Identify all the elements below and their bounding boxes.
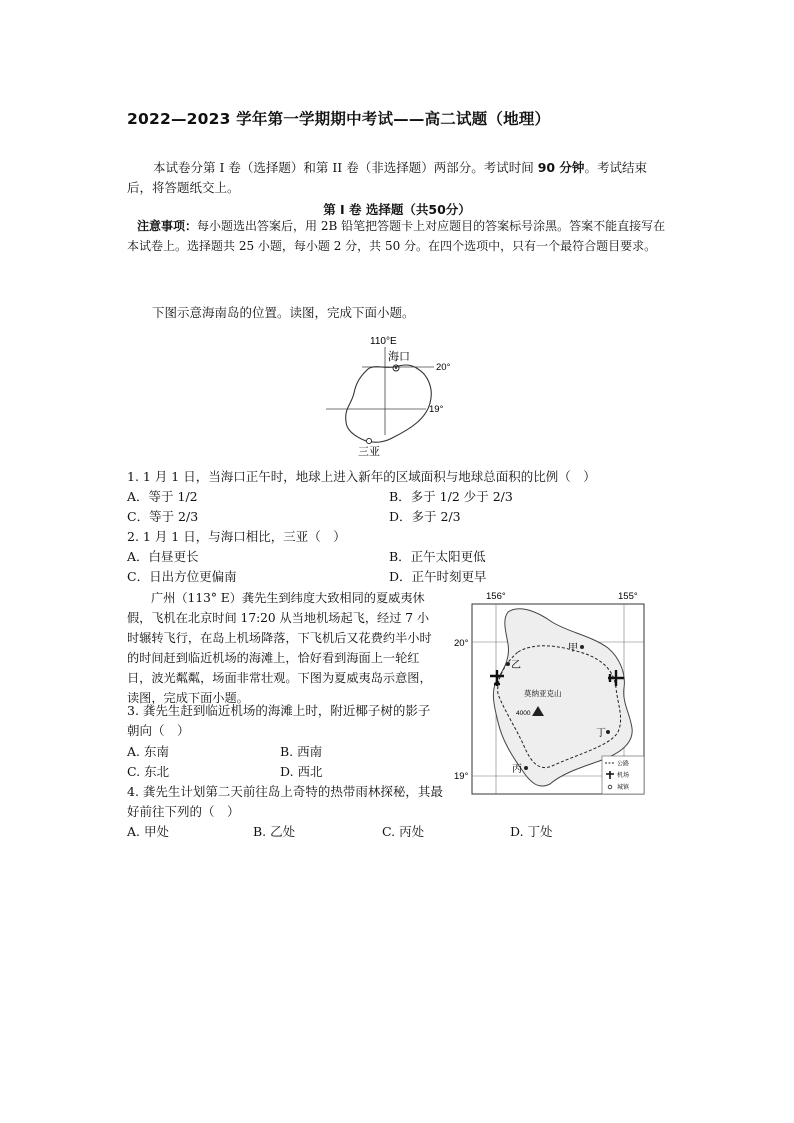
q1-option-b: B．多于 1/2 少于 2/3: [389, 489, 513, 504]
q3-option-b: B. 西南: [280, 744, 323, 759]
q2-option-b: B．正午太阳更低: [389, 549, 486, 564]
fig1-haikou-center: [395, 367, 397, 369]
hawaii-map: [454, 590, 650, 796]
intro-part2: 。考试结束后，将答题纸交上。: [127, 160, 647, 195]
fig2-yi-dot: [506, 662, 510, 666]
notice: [127, 216, 667, 256]
q3-option-d: D. 西北: [280, 764, 323, 779]
q2-option-d: D．正午时刻更早: [389, 569, 487, 584]
q4-option-c: C. 丙处: [382, 824, 425, 839]
group2-lead: 广州（113° E）龚先生到纬度大致相同的夏威夷休假，飞机在北京时间 17:20 从当地机场起飞，经过 7 小时辗转飞行，在岛上机场降落，下飞机后又花费约半小时的时间赶到临近机场的海滩上，恰好看到海面上一轮红日，波光粼粼，场面非常壮观。下图为夏威夷岛示意图，读图，完成下面小题。: [127, 591, 432, 705]
fig1-city-north: 海口: [388, 350, 410, 363]
fig2-legend-town: 城镇: [617, 784, 630, 791]
fig2-ding: 丁: [596, 728, 606, 739]
q1-option-d: D．多于 2/3: [389, 509, 461, 524]
fig2-legend-airport: 机场: [617, 772, 630, 779]
q4-stem: 4. 龚先生计划第二天前往岛上奇特的热带雨林探秘，其最好前往下列的（ ）: [127, 784, 443, 819]
fig2-yi: 乙: [511, 660, 521, 671]
q4-option-b: B. 乙处: [253, 824, 296, 839]
q2-stem: 2. 1 月 1 日，与海口相比，三亚（ ）: [127, 529, 346, 544]
q1-option-a: A．等于 1/2: [127, 489, 198, 504]
fig2-bing-dot: [524, 766, 528, 770]
q1-option-c: C．等于 2/3: [127, 509, 199, 524]
q4-option-d: D. 丁处: [510, 824, 553, 839]
q4-option-a: A. 甲处: [127, 824, 169, 839]
fig2-legend-road: 公路: [617, 760, 630, 768]
q1-stem: 1. 1 月 1 日，当海口正午时，地球上进入新年的区域面积与地球总面积的比例（ ）: [127, 469, 596, 484]
q3-option-a: A. 东南: [127, 744, 169, 759]
page-title: 2022—2023 学年第一学期期中考试——高二试题（地理）: [127, 110, 551, 128]
fig2-lon-left: 156°: [486, 591, 506, 602]
fig2-lon-right: 155°: [618, 591, 638, 602]
section-title: 第 I 卷 选择题（共50分）: [323, 202, 471, 217]
hainan-map: [322, 333, 482, 459]
fig2-lat-upper: 20°: [454, 638, 469, 649]
group1-lead: 下图示意海南岛的位置。读图，完成下面小题。: [152, 305, 415, 320]
fig1-sanya-dot: [366, 438, 371, 443]
intro-time: 90 分钟: [537, 160, 585, 175]
fig2-jia-dot: [580, 645, 584, 649]
fig1-lat-lower: 19°: [429, 404, 444, 415]
q3-option-c: C. 东北: [127, 764, 170, 779]
notice-text: 每小题选出答案后，用 2B 铅笔把答题卡上对应题目的答案标号涂黑。答案不能直接写在本试卷上。选择题共 25 小题，每小题 2 分，共 50 分。在四个选项中，只有一个最符合题目要求。: [127, 219, 666, 253]
fig1-lon-label: 110°E: [370, 336, 397, 347]
fig2-jia: 甲: [568, 643, 578, 654]
fig2-bing: 丙: [512, 764, 522, 775]
fig2-mountain: 莫纳亚克山: [524, 689, 562, 698]
exam-intro: [127, 158, 667, 198]
fig2-lat-lower: 19°: [454, 771, 469, 782]
intro-part1: 本试卷分第 I 卷（选择题）和第 II 卷（非选择题）两部分。考试时间: [153, 160, 538, 175]
fig1-island-outline: [346, 365, 432, 442]
q2-option-c: C．日出方位更偏南: [127, 569, 237, 584]
q3-stem: 3. 龚先生赶到临近机场的海滩上时，附近椰子树的影子朝向（ ）: [127, 703, 431, 738]
fig2-elevation: 4000: [516, 710, 531, 717]
notice-label: 注意事项：: [137, 219, 198, 233]
fig1-city-south: 三亚: [358, 445, 380, 458]
q2-option-a: A．白昼更长: [127, 549, 199, 564]
fig2-ding-dot: [606, 730, 610, 734]
fig1-lat-upper: 20°: [436, 362, 451, 373]
